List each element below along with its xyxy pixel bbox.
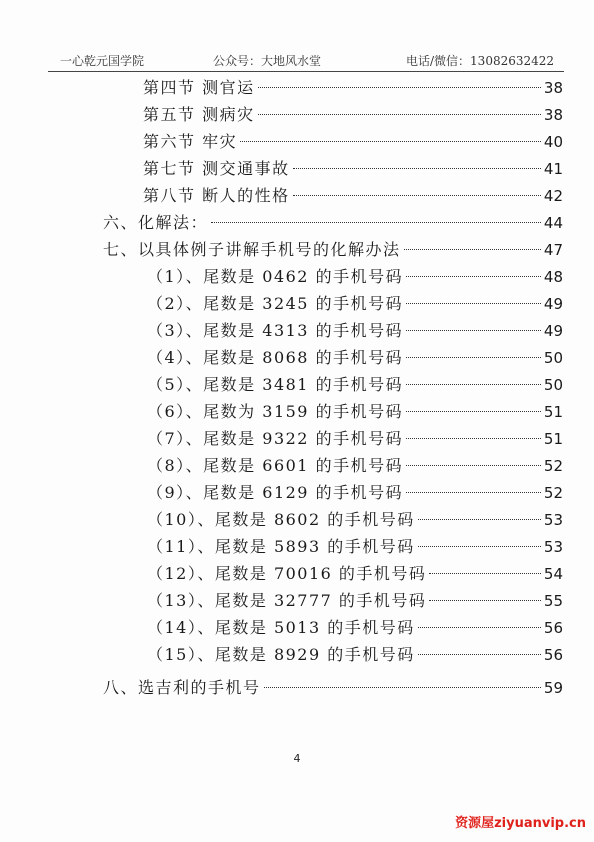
toc-entry-label: （14）、尾数是 5013 的手机号码	[147, 618, 415, 637]
toc-leader-dots	[211, 222, 541, 223]
toc-leader-dots	[418, 654, 541, 655]
toc-entry-page: 55	[543, 592, 563, 610]
toc-entry-page: 50	[543, 376, 563, 394]
header-divider	[48, 71, 564, 72]
toc-entry-label: （1）、尾数是 0462 的手机号码	[147, 267, 404, 286]
toc-leader-dots	[406, 411, 541, 412]
toc-leader-dots	[406, 303, 541, 304]
toc-leader-dots	[418, 519, 541, 520]
toc-leader-dots	[293, 195, 541, 196]
toc-leader-dots	[264, 687, 541, 688]
toc-entry-label: 八、选吉利的手机号	[103, 678, 261, 697]
toc-entry-label: （13）、尾数是 32777 的手机号码	[147, 591, 427, 610]
toc-entry[interactable]	[147, 290, 563, 317]
toc-entry-label: （10）、尾数是 8602 的手机号码	[147, 510, 415, 529]
toc-entry-label: （8）、尾数是 6601 的手机号码	[147, 456, 404, 475]
toc-entry-page: 56	[543, 619, 563, 637]
toc-entry-page: 53	[543, 538, 563, 556]
toc-entry[interactable]	[147, 263, 563, 290]
toc-entry-page: 42	[543, 187, 563, 205]
toc-leader-dots	[258, 114, 541, 115]
toc-entry[interactable]	[147, 506, 563, 533]
toc-leader-dots	[429, 600, 540, 601]
toc-entry-label: 第七节 测交通事故	[143, 159, 290, 178]
toc-leader-dots	[418, 546, 541, 547]
toc-entry[interactable]	[147, 533, 563, 560]
toc-leader-dots	[404, 249, 541, 250]
toc-leader-dots	[406, 276, 541, 277]
toc-entry-page: 52	[543, 457, 563, 475]
toc-entry[interactable]	[147, 452, 563, 479]
toc-entry-label: 七、以具体例子讲解手机号的化解办法	[103, 240, 401, 259]
header-contact: 电话/微信：13082632422	[406, 54, 555, 68]
toc-entry[interactable]	[147, 344, 563, 371]
toc-entry-label: 六、化解法：	[103, 213, 209, 232]
toc-entry-label: 第八节 断人的性格	[143, 186, 290, 205]
toc-entry-label: （5）、尾数是 3481 的手机号码	[147, 375, 404, 394]
toc-entry-page: 59	[543, 679, 563, 697]
toc-entry-page: 53	[543, 511, 563, 529]
toc-leader-dots	[418, 627, 541, 628]
toc-leader-dots	[406, 384, 541, 385]
toc-leader-dots	[406, 357, 541, 358]
toc-entry[interactable]	[103, 209, 563, 236]
toc-entry[interactable]	[147, 641, 563, 668]
toc-entry-page: 40	[543, 133, 563, 151]
toc-entry-page: 47	[543, 241, 563, 259]
toc-leader-dots	[258, 87, 541, 88]
toc-entry[interactable]	[147, 587, 563, 614]
header-institute: 一心乾元国学院	[60, 54, 145, 68]
toc-entry[interactable]	[147, 560, 563, 587]
toc-entry[interactable]	[147, 479, 563, 506]
toc-entry-label: （15）、尾数是 8929 的手机号码	[147, 645, 415, 664]
toc-entry-page: 48	[543, 268, 563, 286]
toc-entry-page: 41	[543, 160, 563, 178]
toc-entry-label: （2）、尾数是 3245 的手机号码	[147, 294, 404, 313]
toc-leader-dots	[406, 465, 541, 466]
toc-entry-page: 44	[543, 214, 563, 232]
toc-entry[interactable]	[143, 155, 563, 182]
toc-entry-page: 51	[543, 403, 563, 421]
toc-entry-page: 49	[543, 295, 563, 313]
toc-entry[interactable]	[147, 317, 563, 344]
page-number: 4	[293, 752, 301, 765]
toc-leader-dots	[240, 141, 541, 142]
toc-entry-page: 38	[543, 106, 563, 124]
toc-entry[interactable]	[103, 674, 563, 701]
toc-entry[interactable]	[143, 182, 563, 209]
toc-entry[interactable]	[143, 101, 563, 128]
toc-leader-dots	[406, 330, 541, 331]
toc-entry[interactable]	[103, 236, 563, 263]
toc-entry-label: （9）、尾数是 6129 的手机号码	[147, 483, 404, 502]
toc-entry-page: 38	[543, 79, 563, 97]
toc-entry-page: 51	[543, 430, 563, 448]
toc-entry-label: （6）、尾数为 3159 的手机号码	[147, 402, 404, 421]
header-wechat-account: 公众号：大地风水堂	[213, 54, 322, 68]
toc-entry-label: 第四节 测官运	[143, 78, 255, 97]
toc-entry-label: （4）、尾数是 8068 的手机号码	[147, 348, 404, 367]
page-header	[48, 48, 563, 70]
toc-entry-label: （11）、尾数是 5893 的手机号码	[147, 537, 415, 556]
toc-entry-label: 第六节 牢灾	[143, 132, 238, 151]
toc-entry[interactable]	[147, 371, 563, 398]
toc-entry[interactable]	[147, 614, 563, 641]
toc-entry-label: （3）、尾数是 4313 的手机号码	[147, 321, 404, 340]
toc-entry-page: 52	[543, 484, 563, 502]
watermark-text: 资源屋ziyuanvip.cn	[455, 816, 586, 831]
toc-entry-label: （7）、尾数是 9322 的手机号码	[147, 429, 404, 448]
toc-entry-page: 56	[543, 646, 563, 664]
toc-leader-dots	[406, 438, 541, 439]
toc-leader-dots	[406, 492, 541, 493]
toc-entry-page: 50	[543, 349, 563, 367]
toc-entry-page: 49	[543, 322, 563, 340]
toc-entry-page: 54	[543, 565, 563, 583]
toc-entry[interactable]	[143, 128, 563, 155]
toc-entry-label: （12）、尾数是 70016 的手机号码	[147, 564, 427, 583]
toc-entry[interactable]	[147, 398, 563, 425]
toc-leader-dots	[429, 573, 540, 574]
toc-entry-label: 第五节 测病灾	[143, 105, 255, 124]
toc-leader-dots	[293, 168, 541, 169]
toc-entry[interactable]	[147, 425, 563, 452]
toc-entry[interactable]	[143, 74, 563, 101]
